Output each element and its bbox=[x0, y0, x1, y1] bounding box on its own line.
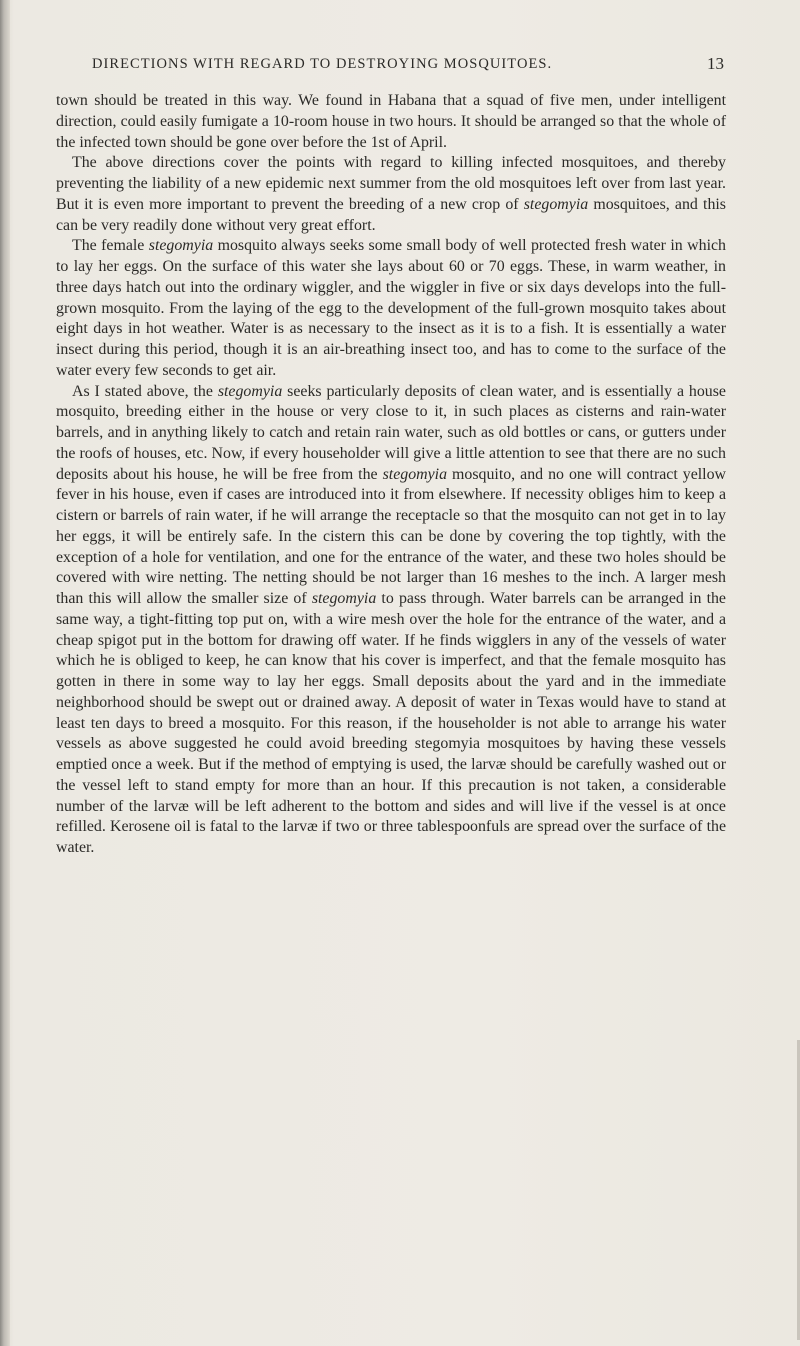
body-text bbox=[56, 91, 726, 859]
italic-term: stegomyia bbox=[217, 382, 283, 400]
text-run: The above directions cover the points with regard to killing infected mosquitoes, and thereby preventing the liability of a new epidemic next summer from the old mosquitoes left over from last year. But it is even more important to prevent the breeding of a new crop of bbox=[56, 154, 726, 213]
italic-term: stegomyia bbox=[148, 237, 214, 255]
text-run: The female bbox=[72, 237, 149, 255]
text-run: seeks particularly deposits of clean water, and is essentially a house mosquito, breeding either in the house or very close to it, in such places as cisterns and rain-water barrels, and in anything likely to catch and retain rain water, such as old bottles or cans, or gutters under the roofs of houses, etc. Now, if every householder will give a little attention to see that there are no such deposits about his house, he will be free from the bbox=[56, 382, 726, 483]
paragraph-female-stegomyia bbox=[56, 236, 726, 381]
page-number: 13 bbox=[707, 54, 724, 73]
text-run: As I stated above, the bbox=[72, 382, 218, 400]
text-run: mosquitoes, and this can be very readily done without very great effort. bbox=[56, 195, 726, 234]
text-run: mosquito, and no one will contract yellow fever in his house, even if cases are introduced into it from elsewhere. If necessity obliges him to keep a cistern or barrels of rain water, if he will arrange the receptacle so that the mosquito can not get in to lay her eggs, it will be entirely safe. In the cistern this can be done by covering the top tightly, with the exception of a hole for ventilation, and one for the entrance of the water, and these two holes should be covered with wire netting. The netting should be not larger than 16 meshes to the inch. A larger mesh than this will allow the smaller size of bbox=[56, 465, 727, 607]
paragraph-house-mosquito bbox=[56, 382, 726, 859]
running-head bbox=[92, 56, 724, 80]
italic-term: stegomyia bbox=[523, 195, 589, 213]
paragraph-continued bbox=[56, 91, 726, 153]
text-run: mosquito always seeks some small body of well protected fresh water in which to lay her eggs. On the surface of this water she lays about 60 or 70 eggs. These, in warm weather, in three days hatch out into the ordinary wiggler, and the wiggler in five or six days develops into the full-grown mosquito. From the laying of the egg to the development of the full-grown mosquito takes about eight days in hot weather. Water is as necessary to the insect as it is to a fish. It is essentially a water insect during this period, though it is an air-breathing insect too, and has to come to the surface of the water every few seconds to get air. bbox=[56, 237, 726, 379]
italic-term: stegomyia bbox=[382, 465, 448, 483]
italic-term: stegomyia bbox=[311, 590, 377, 607]
paragraph-directions bbox=[56, 153, 726, 236]
book-spine-shadow bbox=[0, 0, 10, 1346]
text-run: town should be treated in this way. We found in Habana that a squad of five men, under intelligent direction, could easily fumigate a 10-room house in two hours. It should be arranged so that the whole of the infected town should be gone over before the 1st of April. bbox=[56, 92, 726, 151]
text-run: to pass through. Water barrels can be arranged in the same way, a tight-fitting top put on, with a wire mesh over the hole for the entrance of the water, and a cheap spigot put in the bottom for drawing off water. If he finds wigglers in any of the vessels of water which he is obliged to keep, he can know that his cover is imperfect, and that the female mosquito has gotten in there in some way to lay her eggs. Small deposits about the yard and in the immediate neighborhood should be swept out or drained away. A deposit of water in Texas would have to stand at least ten days to breed a mosquito. For this reason, if the householder is not able to arrange his water vessels as above suggested he could avoid breeding stegomyia mosquitoes by having these vessels emptied once a week. But if the method of emptying is used, the larvæ should be carefully washed out or the vessel left to stand empty for more than an hour. If this precaution is not taken, a considerable number of the larvæ will be left adherent to the bottom and sides and will live if the vessel is at once refilled. Kerosene oil is fatal to the larvæ if two or three tablespoonfuls are spread over the surface of the water. bbox=[56, 590, 726, 856]
running-title: DIRECTIONS WITH REGARD TO DESTROYING MOSQUITOES. bbox=[92, 56, 553, 72]
